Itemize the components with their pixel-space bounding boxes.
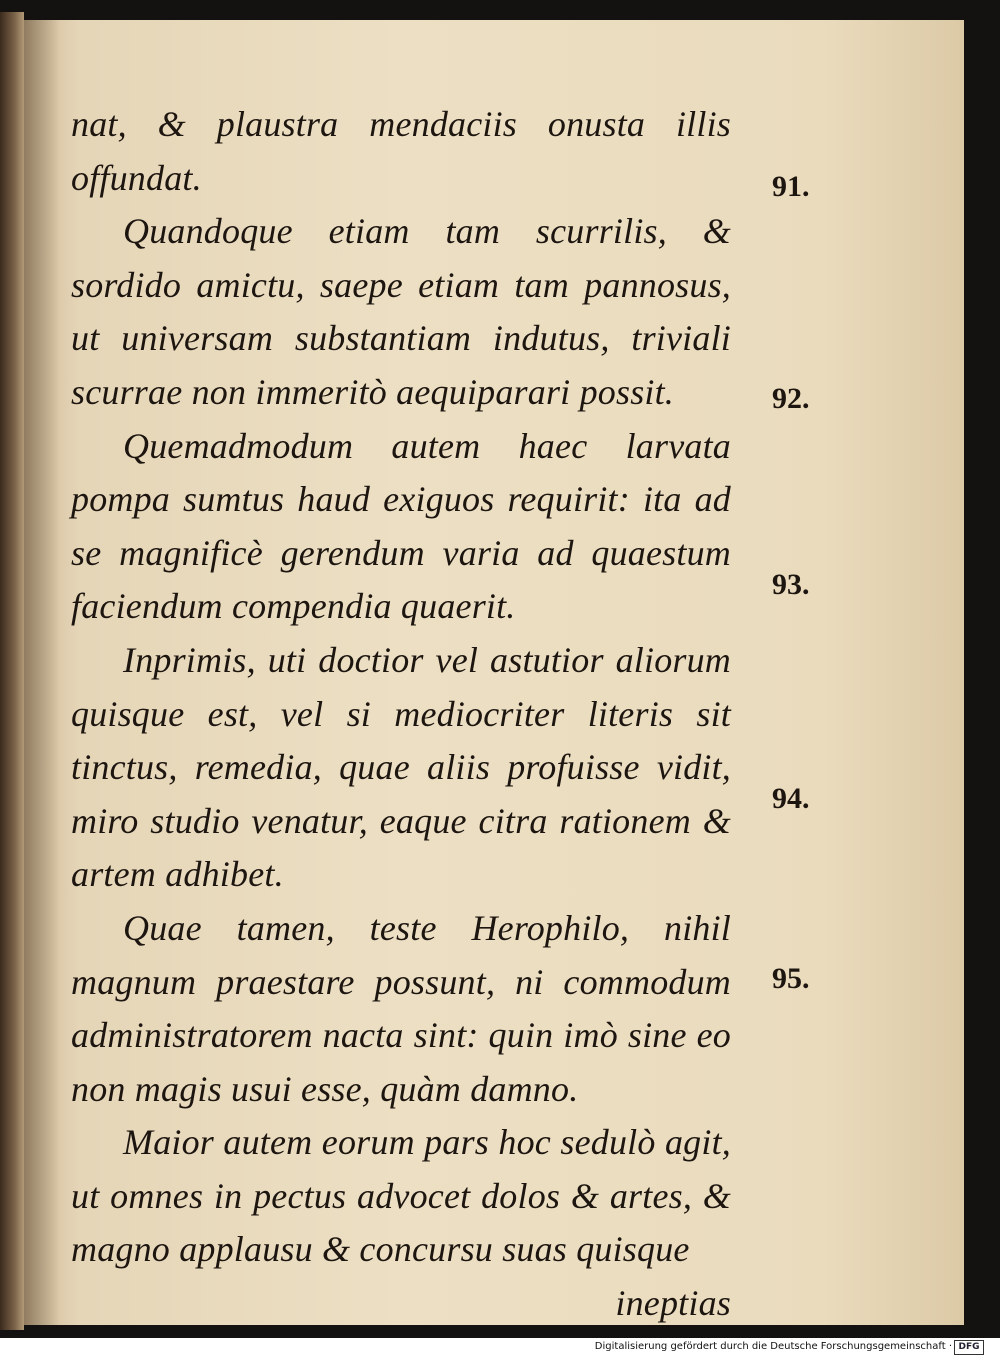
paragraph-95: Maior autem eorum pars hoc sedulò agit, ut omnes in pectus advocet dolos & artes, & magno applausu & concursu suas quisque [71,1122,731,1270]
paragraph-94: Quae tamen, teste Herophilo, nihil magnum praestare possunt, ni commodum administratorem nacta sint: quin imò sine eo non magis usui esse, quàm damno. [71,907,731,1109]
margin-number-91: 91. [772,170,810,203]
paragraph-continuation: nat, & plaustra mendaciis onusta illis offundat. [71,104,731,198]
paragraph-91: Quandoque etiam tam scurrilis, & sordido amictu, saepe etiam tam pannosus, ut universam substantiam indutus, triviali scurrae non immeritò aequiparari possit. [71,211,731,412]
spine-shadow [24,20,60,1325]
digitization-credit: Digitalisierung gefördert durch die Deutsche Forschungsgemeinschaft · [594,1341,952,1352]
margin-number-94: 94. [772,782,810,815]
dfg-logo: DFG [954,1340,984,1355]
margin-number-92: 92. [772,382,810,415]
page-edge [0,12,24,1330]
paragraph-93: Inprimis, uti doctior vel astutior aliorum quisque est, vel si mediocriter literis sit tinctus, remedia, quae aliis profuisse vidit, miro studio venatur, eaque citra rationem & artem adhibet. [71,639,731,895]
page-text-block [71,98,731,1331]
margin-number-93: 93. [772,568,810,601]
catchword: ineptias [615,1283,731,1324]
book-page [24,20,964,1325]
margin-number-95: 95. [772,962,810,995]
paragraph-92: Quemadmodum autem haec larvata pompa sumtus haud exiguos requirit: ita ad se magnificè gerendum varia ad quaestum faciendum compendia quaerit. [71,425,731,627]
